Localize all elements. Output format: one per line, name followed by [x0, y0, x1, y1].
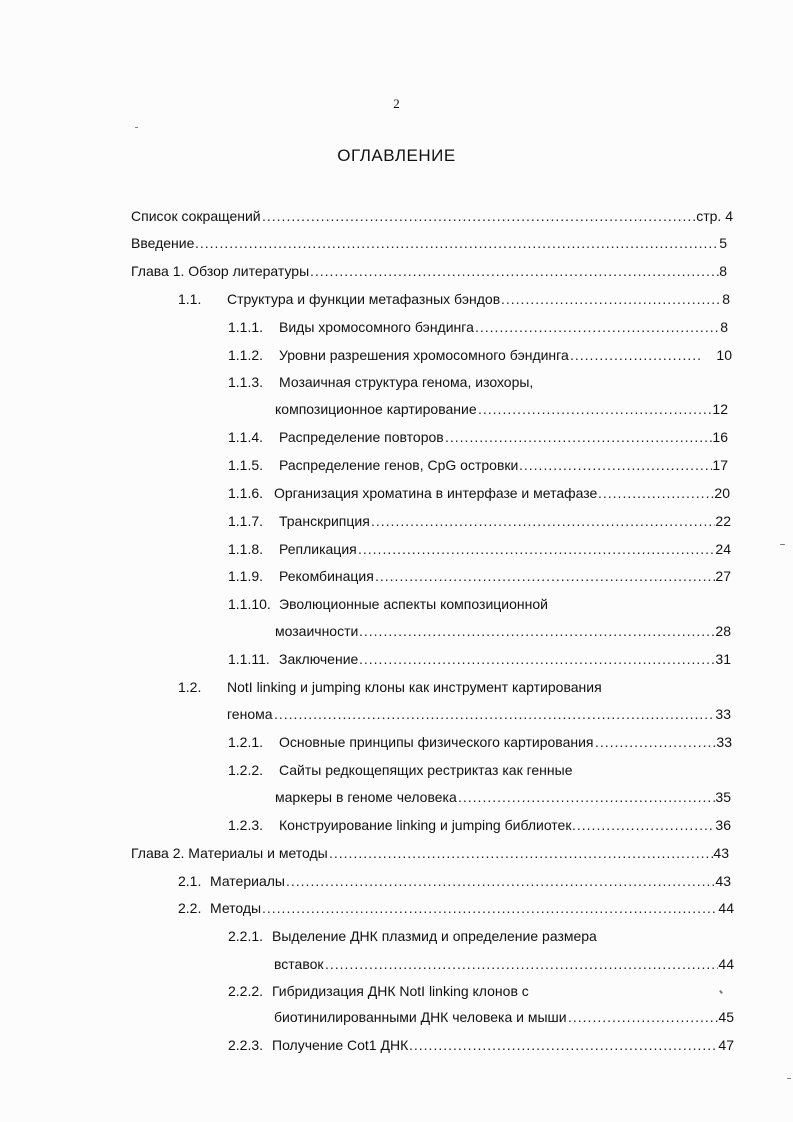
toc-line	[228, 926, 760, 946]
toc-line	[228, 815, 731, 835]
scan-speck	[780, 544, 785, 545]
toc-line	[275, 399, 728, 419]
toc-leader-dots	[375, 566, 715, 586]
toc-entry-text: Заключение	[279, 651, 359, 667]
toc-entry-text: Конструирование linking и jumping библиотек	[279, 817, 572, 833]
toc-number: 1.1.	[178, 291, 202, 307]
toc-line	[178, 871, 731, 891]
scan-speck	[135, 127, 138, 128]
toc-number: 1.1.3.	[228, 374, 264, 390]
toc-leader-dots	[478, 399, 712, 419]
toc-number: 2.1.	[178, 873, 202, 889]
toc-number: 1.2.	[178, 679, 202, 695]
toc-page-number: 43	[713, 845, 729, 861]
toc-number: 1.1.1.	[228, 319, 264, 335]
toc-leader-dots	[409, 1035, 718, 1055]
toc-entry-text: Основные принципы физического картирования	[279, 734, 594, 750]
toc-line	[131, 233, 727, 253]
toc-page-number: 28	[715, 623, 731, 639]
toc-line	[228, 511, 731, 531]
toc-number: 1.1.5.	[228, 457, 264, 473]
toc-leader-dots	[286, 871, 715, 891]
toc-line	[275, 621, 731, 641]
toc-number: 1.1.10.	[228, 596, 271, 612]
toc-number: 1.1.7.	[228, 513, 264, 529]
toc-entry-text: Глава 2. Материалы и методы	[131, 845, 328, 861]
toc-page-number: 27	[715, 568, 731, 584]
toc-entry-text: Распределение генов, CpG островки	[279, 457, 519, 473]
toc-line	[228, 1035, 734, 1055]
toc-line	[228, 732, 732, 752]
toc-leader-dots	[195, 233, 719, 253]
toc-line	[227, 704, 731, 724]
toc-line	[178, 898, 734, 918]
toc-page-number: 8	[720, 319, 728, 335]
toc-entry-text: Транскрипция	[279, 513, 370, 529]
toc-line	[274, 1007, 734, 1027]
toc-entry-text: Выделение ДНК плазмид и определение размера	[272, 928, 597, 944]
toc-line	[131, 843, 729, 863]
toc-entry-text: Мозаичная структура генома, изохоры,	[279, 374, 534, 390]
toc-number: 1.1.6.	[228, 485, 264, 501]
toc-number: 2.2.3.	[228, 1037, 264, 1053]
toc-entry-text: Глава 1. Обзор литературы	[131, 263, 310, 279]
toc-number: 1.1.2.	[228, 347, 264, 363]
toc-page-number: 31	[715, 651, 731, 667]
toc-entry-text: биотинилированными ДНК человека и мыши	[274, 1009, 567, 1025]
toc-number: 1.2.2.	[228, 762, 264, 778]
toc-page-number: 12	[712, 401, 728, 417]
toc-number: 1.2.1.	[228, 734, 264, 750]
toc-number: 1.1.11.	[228, 651, 270, 667]
toc-leader-dots	[475, 317, 720, 337]
toc-entry-text: Гибридизация ДНК NotI linking клонов с	[272, 983, 529, 999]
toc-entry-text: мозаичности	[275, 623, 359, 639]
toc-leader-dots	[458, 787, 715, 807]
toc-number: 2.2.2.	[228, 983, 264, 999]
toc-entry-text: маркеры в геноме человека	[275, 789, 457, 805]
toc-entry-text: генома	[227, 706, 273, 722]
toc-page-number: 44	[718, 956, 734, 972]
toc-entry-text: Структура и функции метафазных бэндов	[227, 291, 501, 307]
toc-entry-text: Уровни разрешения хромосомного бэндинга	[279, 347, 569, 363]
toc-entry-text: вставок	[274, 956, 324, 972]
toc-page-number: 5	[719, 235, 727, 251]
toc-number: 2.2.1.	[228, 928, 264, 944]
toc-leader-dots	[595, 732, 716, 752]
toc-leader-dots	[359, 621, 715, 641]
toc-leader-dots	[262, 206, 696, 226]
toc-page-number: 35	[715, 789, 731, 805]
toc-line	[228, 483, 730, 503]
toc-entry-text: Рекомбинация	[279, 568, 374, 584]
toc-number: 1.1.9.	[228, 568, 264, 584]
toc-leader-dots	[568, 1007, 718, 1027]
toc-line	[275, 787, 731, 807]
toc-leader-dots	[329, 843, 713, 863]
toc-line	[228, 566, 731, 586]
toc-page-number: 45	[718, 1009, 734, 1025]
toc-line	[178, 289, 730, 309]
toc-entry-text: Организация хроматина в интерфазе и метафазе	[274, 485, 598, 501]
toc-line	[131, 261, 727, 281]
toc-page-number: 33	[716, 734, 732, 750]
toc-line	[131, 206, 733, 226]
toc-leader-dots	[359, 649, 715, 669]
scan-speck	[787, 1078, 791, 1079]
toc-page-number: стр. 4	[696, 208, 733, 224]
toc-entry-text: композиционное картирование	[275, 401, 477, 417]
toc-entry-text: NotI linking и jumping клоны как инструмент картирования	[227, 679, 602, 695]
toc-page-number: 10	[716, 347, 732, 363]
toc-line	[228, 760, 760, 780]
toc-line	[178, 677, 760, 697]
toc-leader-dots	[572, 815, 715, 835]
toc-leader-dots	[310, 261, 719, 281]
toc-leader-dots	[325, 954, 718, 974]
toc-leader-dots	[501, 289, 722, 309]
toc-line	[228, 649, 731, 669]
toc-entry-text: Виды хромосомного бэндинга	[279, 319, 474, 335]
toc-entry-text: Методы	[210, 900, 262, 916]
toc-entry-text: Получение Cot1 ДНК	[272, 1037, 409, 1053]
toc-leader-dots	[445, 427, 712, 447]
toc-line	[228, 594, 760, 614]
toc-line	[228, 317, 728, 337]
toc-line	[228, 539, 731, 559]
toc-line	[228, 345, 732, 365]
toc-entry-text: Репликация	[279, 541, 357, 557]
toc-leader-dots	[274, 704, 715, 724]
toc-leader-dots	[262, 898, 718, 918]
toc-page-number: 44	[718, 900, 734, 916]
toc-entry-text: Эволюционные аспекты композиционной	[279, 596, 548, 612]
toc-leader-dots	[598, 483, 714, 503]
page-number: 2	[393, 96, 400, 111]
toc-entry-text: Список сокращений	[131, 208, 261, 224]
toc-page-number: 8	[719, 263, 727, 279]
toc-page-number: 8	[722, 291, 730, 307]
toc-page-number: 24	[715, 541, 731, 557]
toc-page-number: 16	[712, 429, 728, 445]
toc-entry-text: Распределение повторов	[279, 429, 444, 445]
toc-entry-text: Введение	[131, 235, 195, 251]
toc-line	[228, 427, 728, 447]
toc-page-number: 17	[712, 457, 728, 473]
toc-number: 2.2.	[178, 900, 202, 916]
toc-number: 1.1.4.	[228, 429, 264, 445]
toc-leader-dots	[371, 511, 715, 531]
toc-line	[274, 954, 734, 974]
toc-page-number: 22	[715, 513, 731, 529]
toc-page-number: 43	[715, 873, 731, 889]
toc-line	[228, 372, 760, 392]
toc-page-number: 20	[714, 485, 730, 501]
toc-line	[228, 981, 760, 1001]
page-title: ОГЛАВЛЕНИЕ	[337, 146, 456, 165]
toc-entry-text: Материалы	[210, 873, 285, 889]
toc-entry-text: Сайты редкощепящих рестриктаз как генные	[279, 762, 573, 778]
toc-leader-dots	[570, 345, 703, 365]
toc-number: 1.1.8.	[228, 541, 264, 557]
toc-page-number: 36	[715, 817, 731, 833]
toc-leader-dots	[519, 455, 712, 475]
toc-page-number: 33	[715, 706, 731, 722]
toc-line	[228, 455, 728, 475]
toc-number: 1.2.3.	[228, 817, 264, 833]
toc-leader-dots	[358, 539, 715, 559]
toc-page-number: 47	[718, 1037, 734, 1053]
